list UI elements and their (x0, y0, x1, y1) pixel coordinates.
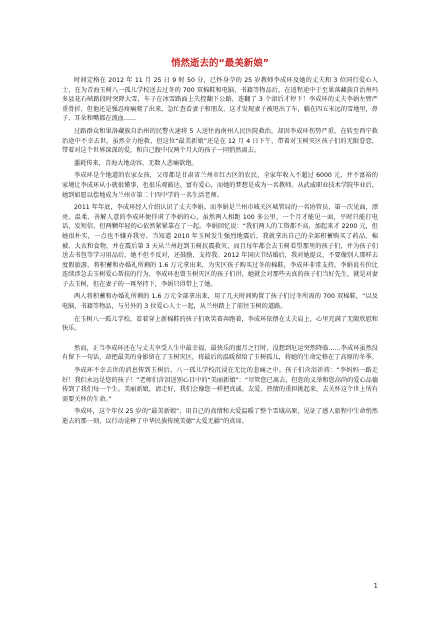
paragraph-4: 李成环是个地道的农家女孩，父母都是甘肃省兰州市红古区的农民，全家年收入不超过 6000 元，并不富裕的家境让李成环从小就很懂事，也很乐观豁达、富有爱心，而她的梦想是成为一名教师。从武威职业技术学院毕业后，她到如愿以偿地成为兰州市第二十四中学的一名生活老师。 (62, 172, 378, 199)
paragraph-1: 时间定格在 2012 年 11 月 25 日 9 时 50 分，已怀身孕的 25 岁教师李成环及她的丈夫和 3 位同行爱心人士，在为青海玉树八一孤儿学校送去过冬的 700 双棉鞋和电脑、书籍等物品后，在返程途中于至果落藏族自治州玛多县花石峡路段时突降大雪，车子在冰雪路面上失控翻下公路，连翻了 3 个滚后才停下！李成环的丈夫李娟左臂严重骨折，但他还是强忍疼痛爬了出来，急忙查看妻子和朋友，这才发现妻子被甩出了车，躺在四五米远的雪地里，鼻子、耳朵和嘴都在流血…… (62, 77, 378, 123)
paragraph-7: 在玉树八一孤儿学校，看着穿上新棉鞋的孩子们欢笑着奔跑着，李成环依偎在丈夫肩上，心里充满了无限欣慰和快乐。 (62, 315, 378, 333)
paragraph-6: 两人将积蓄和办婚礼所剩的 1.6 万元全部拿出来，用了几天时间购置了孩子们过冬所需的 700 双棉鞋，“以及电脑、书籍等物品，与另外的 3 位爱心人士一起，从兰州踏上了前往玉树的道路。 (62, 293, 378, 311)
paragraph-9: 李成环不幸去世的消息传到玉树后，八一孤儿学校沉浸在无比的悲痛之中。孩子们含泪祈祷：“李妈妈一路走好！我们永远是您的孩子！”老师们含泪送别心目中的“美丽新娘”：“尽管您已离去，但您的义举和您高尚的爱心品德传到了我们每一个生。美丽新娘，请走好，我们会像您一样把真诚、友爱、热情的重担挑起来，去关怀这个世上所有需要关怀的生命。” (62, 367, 379, 403)
document-title: 悄然逝去的“最美新娘” (171, 58, 269, 69)
paragraph-2: 过路群众和果洛藏族自治州的民警火速将 5 人送往海南州人民医院救治，却因李成环伤势严重，在转至西宁救治途中不幸去世，虽然全力抢救，但这位“最美新娘”还是在 12 月 4 日下午，带着对玉树灾区孩子们的无限眷恋，带着对这个世界深深的爱，和自己腹中仅两个月大的孩子一同悄然离去。 (62, 127, 378, 155)
paragraph-5: 2011 年年底，李成环经人介绍认识了丈夫李娟。而李娟是兰州市城关区城管局的一名协管员，第一次见面，漂亮、温柔、善解人意的李成环便俘虏了李娟的心，虽然两人相距 100 多公里，一个月才能见一面，平时只能打电话、发短信，但两颗年轻的心依然紧紧靠在了一起。李娟回忆说：“我们两人的工资都不高，加起来才 2200 元，但她很朴实，一点也不嫌弃我穷。当知道 2010 年玉树发生强烈地震后，我就拿出自己的全部积蓄购买了药品、棉被、大衣和食物，并在震后第 3 天从兰州赶到玉树抗震救灾，而且每年都会去玉树看望那里的孩子们，并为孩子们送去书包等学习用品后，她不但不反对，还鼓励、支持我。2012 年国庆节结婚后，我对她提议，不要像别人那样去度假旅游，将积蓄和办婚礼所剩的 1.6 万元拿出来，为灾区孩子购买过冬的棉鞋，李成环非常支持。李娟说有价比连续涉急去玉树爱心帮扶的行为，李成环也曾玉树灾区的孩子们讲，她就会对那些天真的孩子们当好先生，就是对妻子去玉树，但在妻子的一再坚持下，李娟只得带上了她。 (62, 204, 378, 288)
paragraph-3: 噩耗传来，青海大地动容，无数人悲痛欲绝。 (74, 159, 198, 167)
paragraph-8: 然而，正当李成环还在与丈夫享受人生中最幸福、最快乐的蜜月之行时，没想到厄运突然降临……李成环虽然没有留下一句话，却把最美的身影留在了玉树灾区，将最后的温暖留给了玉树孤儿，将她的生命定格在了高原的冬季。 (62, 344, 378, 362)
paragraph-10: 李成环，这个年仅 25 岁的“最美新娘”，用自己的真情和大爱温暖了整个雪域高原，见证了感人旅程中生命悄然逝去的那一刻，以行动诠释了中华民族传统美德“大爱无疆”的真谛。 (62, 408, 378, 425)
page-number: 1 (373, 582, 378, 590)
